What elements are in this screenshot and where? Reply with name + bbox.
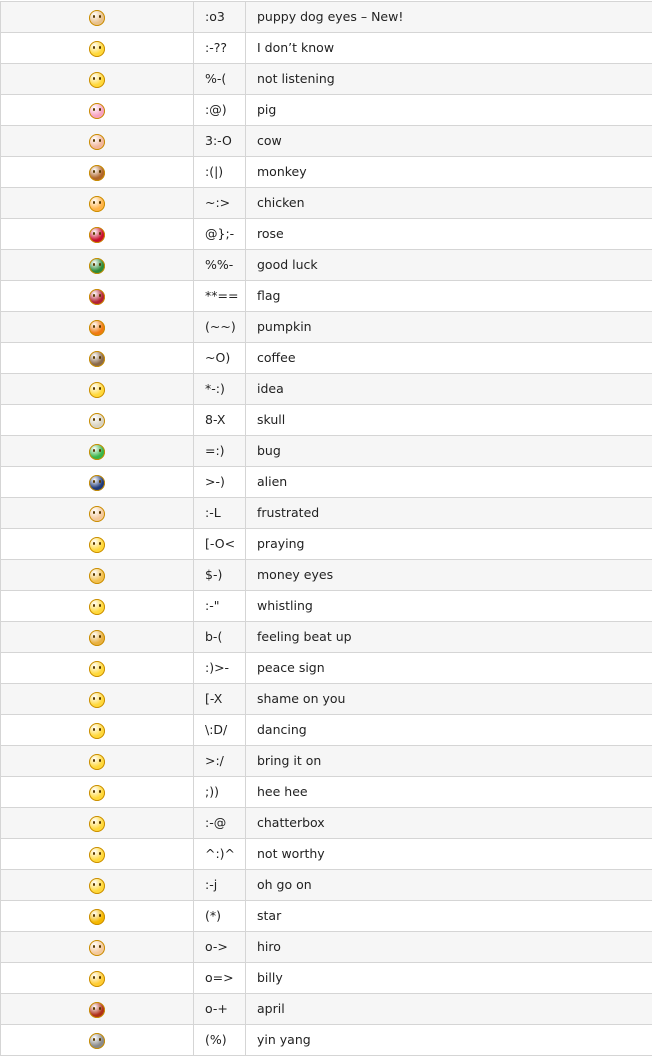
emoticon-description: alien	[246, 467, 652, 498]
table-row	[1, 777, 652, 808]
emoticon-code: =:)	[194, 436, 246, 467]
emoticon-code: %-(	[194, 64, 246, 95]
table-row	[1, 157, 652, 188]
emoticon-description: frustrated	[246, 498, 652, 529]
emoticon-code: ;))	[194, 777, 246, 808]
table-row	[1, 684, 652, 715]
frustrated-face-icon	[89, 506, 105, 522]
emoticon-code: 8-X	[194, 405, 246, 436]
table-row	[1, 33, 652, 64]
emoticon-icon-cell	[1, 777, 194, 808]
flag-icon	[89, 289, 105, 305]
emoticon-description: shame on you	[246, 684, 652, 715]
cow-icon	[89, 134, 105, 150]
emoticon-code: :-@	[194, 808, 246, 839]
table-row	[1, 529, 652, 560]
emoticon-icon-cell	[1, 994, 194, 1025]
bring-it-on-face-icon	[89, 754, 105, 770]
emoticon-icon-cell	[1, 653, 194, 684]
table-row	[1, 343, 652, 374]
emoticon-code: (%)	[194, 1025, 246, 1056]
emoticon-code: :-j	[194, 870, 246, 901]
emoticon-code: $-)	[194, 560, 246, 591]
hee-hee-face-icon	[89, 785, 105, 801]
emoticon-code: \:D/	[194, 715, 246, 746]
puppy-dog-icon	[89, 10, 105, 26]
table-row	[1, 2, 652, 33]
emoticon-description: chicken	[246, 188, 652, 219]
emoticon-icon-cell	[1, 715, 194, 746]
yin-yang-icon	[89, 1033, 105, 1049]
emoticon-icon-cell	[1, 281, 194, 312]
bug-icon	[89, 444, 105, 460]
emoticon-code: :@)	[194, 95, 246, 126]
money-eyes-face-icon	[89, 568, 105, 584]
emoticon-description: pig	[246, 95, 652, 126]
i-dont-know-winged-face-icon	[89, 41, 105, 57]
emoticon-description: praying	[246, 529, 652, 560]
emoticon-icon-cell	[1, 436, 194, 467]
emoticon-code: ~O)	[194, 343, 246, 374]
emoticon-code: :-"	[194, 591, 246, 622]
emoticon-icon-cell	[1, 312, 194, 343]
emoticon-icon-cell	[1, 374, 194, 405]
table-row	[1, 1025, 652, 1056]
emoticon-code: **==	[194, 281, 246, 312]
emoticon-code: *-:)	[194, 374, 246, 405]
emoticon-icon-cell	[1, 1025, 194, 1056]
emoticon-icon-cell	[1, 157, 194, 188]
table-row	[1, 932, 652, 963]
oh-go-on-face-icon	[89, 878, 105, 894]
emoticon-description: coffee	[246, 343, 652, 374]
emoticon-code: ^:)^	[194, 839, 246, 870]
table-row	[1, 219, 652, 250]
emoticon-icon-cell	[1, 467, 194, 498]
table-row	[1, 188, 652, 219]
emoticon-code: [-X	[194, 684, 246, 715]
table-row	[1, 715, 652, 746]
coffee-cup-icon	[89, 351, 105, 367]
whistling-face-icon	[89, 599, 105, 615]
shame-on-you-face-icon	[89, 692, 105, 708]
emoticon-icon-cell	[1, 126, 194, 157]
table-row	[1, 839, 652, 870]
emoticon-icon-cell	[1, 250, 194, 281]
emoticon-code: o-+	[194, 994, 246, 1025]
table-row	[1, 808, 652, 839]
emoticon-description: oh go on	[246, 870, 652, 901]
dancing-face-icon	[89, 723, 105, 739]
table-row	[1, 64, 652, 95]
emoticon-description: flag	[246, 281, 652, 312]
emoticon-description: yin yang	[246, 1025, 652, 1056]
emoticon-icon-cell	[1, 684, 194, 715]
emoticon-description: monkey	[246, 157, 652, 188]
table-row	[1, 95, 652, 126]
emoticon-icon-cell	[1, 839, 194, 870]
table-row	[1, 653, 652, 684]
emoticon-description: good luck	[246, 250, 652, 281]
emoticon-description: peace sign	[246, 653, 652, 684]
emoticon-code: @};-	[194, 219, 246, 250]
emoticon-code: [-O<	[194, 529, 246, 560]
emoticon-icon-cell	[1, 95, 194, 126]
emoticon-icon-cell	[1, 188, 194, 219]
table-row	[1, 126, 652, 157]
table-row	[1, 622, 652, 653]
emoticon-description: pumpkin	[246, 312, 652, 343]
emoticon-description: not listening	[246, 64, 652, 95]
emoticon-icon-cell	[1, 963, 194, 994]
emoticon-icon-cell	[1, 870, 194, 901]
table-row	[1, 405, 652, 436]
rose-icon	[89, 227, 105, 243]
emoticon-description: april	[246, 994, 652, 1025]
emoticon-code: (*)	[194, 901, 246, 932]
emoticon-icon-cell	[1, 560, 194, 591]
table-row	[1, 963, 652, 994]
emoticon-description: star	[246, 901, 652, 932]
emoticon-code: %%-	[194, 250, 246, 281]
emoticon-code: :-L	[194, 498, 246, 529]
emoticon-code: b-(	[194, 622, 246, 653]
emoticon-code: :)>-	[194, 653, 246, 684]
hiro-face-icon	[89, 940, 105, 956]
emoticon-description: puppy dog eyes – New!	[246, 2, 652, 33]
table-row	[1, 870, 652, 901]
emoticon-description: rose	[246, 219, 652, 250]
emoticon-icon-cell	[1, 808, 194, 839]
light-bulb-icon	[89, 382, 105, 398]
praying-face-icon	[89, 537, 105, 553]
peace-sign-face-icon	[89, 661, 105, 677]
emoticon-description: billy	[246, 963, 652, 994]
emoticon-table	[0, 1, 652, 1056]
emoticon-description: chatterbox	[246, 808, 652, 839]
emoticon-description: feeling beat up	[246, 622, 652, 653]
emoticon-code: ~:>	[194, 188, 246, 219]
emoticon-code: o=>	[194, 963, 246, 994]
emoticon-code: (~~)	[194, 312, 246, 343]
table-row	[1, 591, 652, 622]
emoticon-icon-cell	[1, 529, 194, 560]
chatterbox-face-icon	[89, 816, 105, 832]
billy-face-icon	[89, 971, 105, 987]
pumpkin-icon	[89, 320, 105, 336]
emoticon-code: :(|)	[194, 157, 246, 188]
emoticon-description: skull	[246, 405, 652, 436]
emoticon-description: cow	[246, 126, 652, 157]
emoticon-icon-cell	[1, 746, 194, 777]
emoticon-table-body	[1, 2, 652, 1056]
emoticon-icon-cell	[1, 901, 194, 932]
emoticon-icon-cell	[1, 64, 194, 95]
emoticon-icon-cell	[1, 498, 194, 529]
emoticon-code: >:/	[194, 746, 246, 777]
emoticon-code: o->	[194, 932, 246, 963]
table-row	[1, 746, 652, 777]
emoticon-code: 3:-O	[194, 126, 246, 157]
emoticon-description: bring it on	[246, 746, 652, 777]
beat-up-face-icon	[89, 630, 105, 646]
emoticon-description: bug	[246, 436, 652, 467]
monkey-icon	[89, 165, 105, 181]
emoticon-description: money eyes	[246, 560, 652, 591]
emoticon-description: whistling	[246, 591, 652, 622]
skull-icon	[89, 413, 105, 429]
emoticon-description: idea	[246, 374, 652, 405]
emoticon-description: hiro	[246, 932, 652, 963]
table-row	[1, 994, 652, 1025]
table-row	[1, 560, 652, 591]
pig-icon	[89, 103, 105, 119]
table-row	[1, 374, 652, 405]
emoticon-icon-cell	[1, 405, 194, 436]
not-listening-winged-face-icon	[89, 72, 105, 88]
emoticon-description: hee hee	[246, 777, 652, 808]
table-row	[1, 498, 652, 529]
clover-icon	[89, 258, 105, 274]
emoticon-icon-cell	[1, 33, 194, 64]
chicken-icon	[89, 196, 105, 212]
table-row	[1, 436, 652, 467]
not-worthy-face-icon	[89, 847, 105, 863]
emoticon-code: :o3	[194, 2, 246, 33]
table-row	[1, 281, 652, 312]
emoticon-icon-cell	[1, 219, 194, 250]
table-row	[1, 312, 652, 343]
emoticon-icon-cell	[1, 343, 194, 374]
emoticon-code: :-??	[194, 33, 246, 64]
emoticon-icon-cell	[1, 932, 194, 963]
emoticon-icon-cell	[1, 591, 194, 622]
april-face-icon	[89, 1002, 105, 1018]
table-row	[1, 467, 652, 498]
alien-icon	[89, 475, 105, 491]
emoticon-icon-cell	[1, 2, 194, 33]
emoticon-description: I don’t know	[246, 33, 652, 64]
emoticon-description: not worthy	[246, 839, 652, 870]
table-row	[1, 901, 652, 932]
emoticon-description: dancing	[246, 715, 652, 746]
table-row	[1, 250, 652, 281]
emoticon-code: >-)	[194, 467, 246, 498]
emoticon-icon-cell	[1, 622, 194, 653]
star-icon	[89, 909, 105, 925]
